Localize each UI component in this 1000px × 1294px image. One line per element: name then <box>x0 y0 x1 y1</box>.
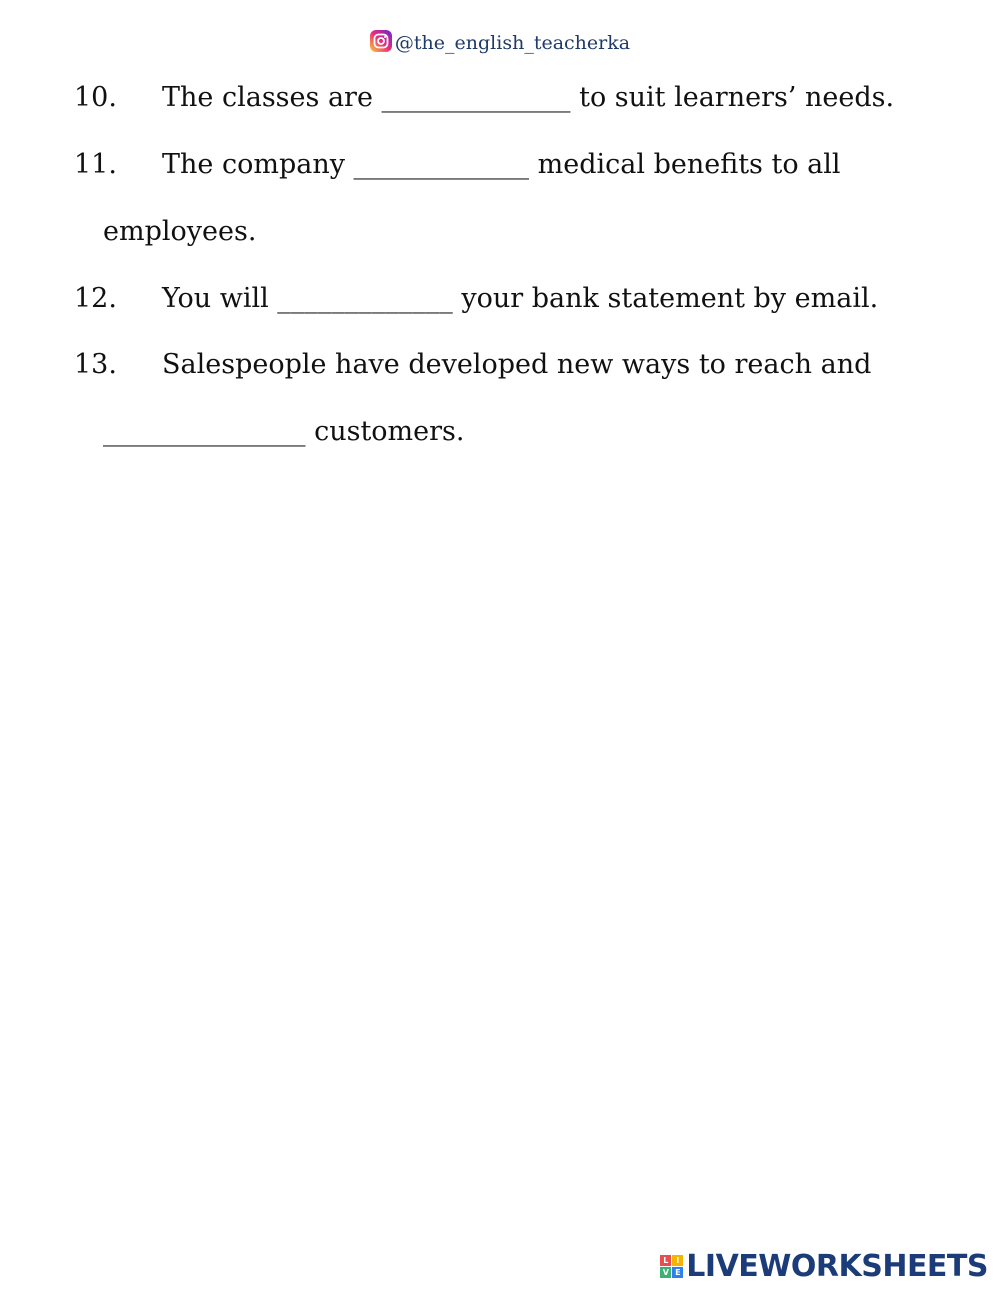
logo-letter-i: I <box>672 1255 683 1266</box>
question-text: You will _____________ your bank statement by email. <box>162 283 879 314</box>
liveworksheets-logo-icon <box>660 1255 683 1278</box>
instagram-icon <box>370 30 392 52</box>
liveworksheets-logo-text: LIVEWORKSHEETS <box>686 1249 988 1284</box>
instagram-handle: @the_english_teacherka <box>394 32 631 54</box>
question-number: 12. <box>74 283 117 314</box>
question-text: Salespeople have developed new ways to reach and <box>162 349 872 380</box>
question-continuation: _______________ customers. <box>103 416 465 447</box>
question-text: The company _____________ medical benefits to all <box>162 149 841 180</box>
logo-letter-e: E <box>672 1267 683 1278</box>
logo-letter-l: L <box>660 1255 671 1266</box>
question-number: 13. <box>74 349 117 380</box>
question-text: The classes are ______________ to suit learners’ needs. <box>162 82 895 113</box>
header <box>0 30 1000 54</box>
logo-letter-v: V <box>660 1267 671 1278</box>
liveworksheets-logo[interactable] <box>660 1249 988 1284</box>
question-number: 11. <box>74 149 117 180</box>
question-number: 10. <box>74 82 117 113</box>
question-continuation: employees. <box>103 216 257 247</box>
